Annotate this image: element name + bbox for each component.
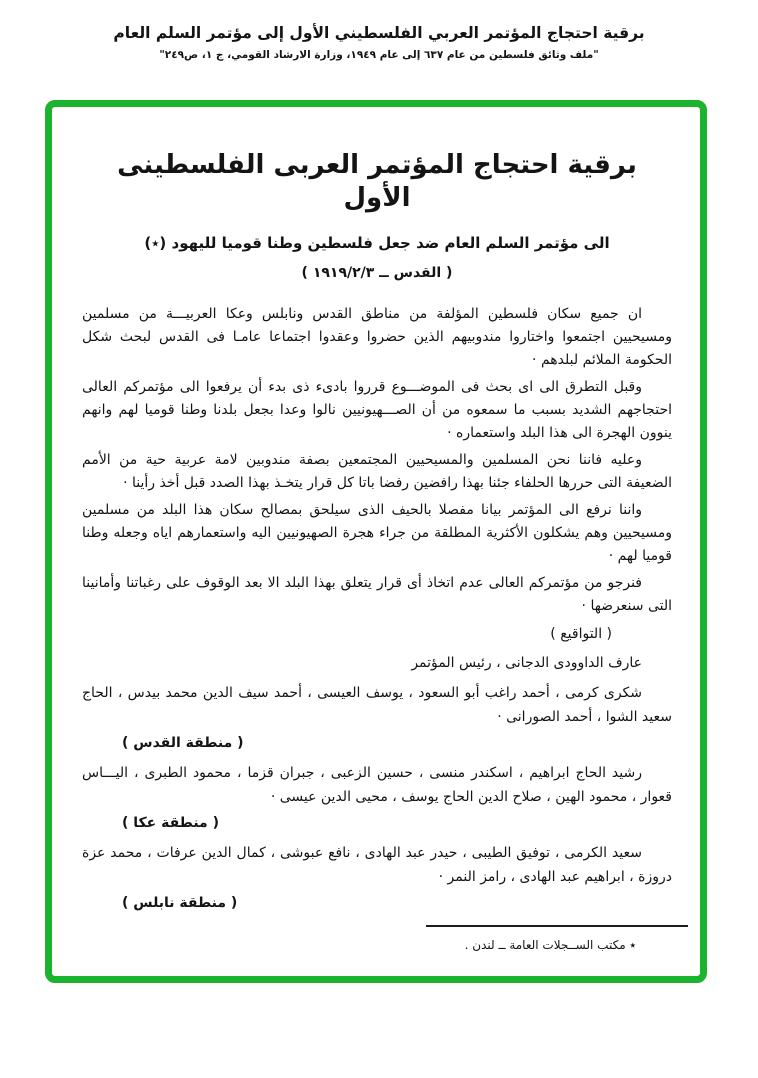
telegram-title: برقية احتجاج المؤتمر العربى الفلسطينى الأول	[117, 150, 637, 213]
telegram-paragraph-5: فنرجو من مؤتمركم العالى عدم اتخاذ أى قرار يتعلق بهذا البلد الا بعد الوقوف على رغباتنا وأمانينا التى سنعرضها ·	[82, 575, 672, 614]
footnote-separator	[426, 925, 688, 927]
telegram-paragraph-3: وعليه فاننا نحن المسلمين والمسيحيين المجتمعين بصفة مندوبين لامة عربية حية من الأمم الضعيفة التى حررها الحلفاء جئنا بهذا رافضين رفضا باتا كل قرار يتخـذ بهذا الصدد قبل أخذ رأينا ·	[82, 452, 672, 491]
region-label-akka: ( منطقة عكا )	[122, 815, 219, 831]
document-header-title: برقية احتجاج المؤتمر العربي الفلسطيني الأول إلى مؤتمر السلم العام	[113, 24, 645, 42]
signature-group-akka-names: رشيد الحاج ابراهيم ، اسكندر منسى ، حسين الزعبى ، جبران قزما ، محمود الطبرى ، اليـــاس قعوار ، محمود الهين ، صلاح الدين الحاج يوسف ، محيى الدين عيسى ·	[82, 765, 672, 805]
document-header	[0, 0, 758, 61]
telegram-paragraph-2: وقبل التطرق الى اى بحث فى الموضـــوع قرروا بادىء ذى بدء أن يرفعوا الى مؤتمركم العالى احتجاجهم الشديد بسبب ما سمعوه من أن الصـــهيونيين نالوا وعدا بجعل بلدنا وطنا قوميا لهم وانهم ينوون الهجرة الى هذا البلد واستعماره ·	[82, 379, 672, 441]
document-source-citation: "ملف وثائق فلسطين من عام ٦٣٧ إلى عام ١٩٤٩، وزارة الارشاد القومي، ج ١، ص٢٤٩"	[159, 49, 599, 61]
telegram-body	[82, 303, 672, 954]
telegram-paragraph-1: ان جميع سكان فلسطين المؤلفة من مناطق القدس ونابلس وعكا العربيـــة من مسلمين ومسيحيين اجتمعوا واختاروا مندوبيهم الذين حضروا وعقدوا اجتماعا عامـا فى القدس لبحث شكل الحكومة الملائم لبلدهم ·	[82, 306, 672, 368]
signatures-label: ( التواقيع )	[550, 626, 612, 642]
telegram-green-frame	[45, 100, 707, 983]
signature-president: عارف الداوودى الدجانى ، رئيس المؤتمر	[411, 655, 642, 671]
footnote-text: ٭ مكتب الســجلات العامة ــ لندن .	[464, 938, 636, 952]
signature-group-nablus-names: سعيد الكرمى ، توفيق الطيبى ، حيدر عبد الهادى ، نافع عبوشى ، كمال الدين عرفات ، محمد عزة دروزة ، ابراهيم عبد الهادى ، رامز النمر ·	[82, 845, 672, 885]
telegram-dateline: ( القدس ــ ١٩١٩/٢/٣ )	[301, 265, 453, 281]
signature-group-jerusalem-names: شكرى كرمى ، أحمد راغب أبو السعود ، يوسف العيسى ، أحمد سيف الدين محمد بيدس ، الحاج سعيد الشوا ، أحمد الصورانى ·	[82, 685, 672, 725]
region-label-nablus: ( منطقة نابلس )	[122, 895, 238, 911]
region-label-jerusalem: ( منطقة القدس )	[122, 735, 244, 751]
telegram-paragraph-4: واننا نرفع الى المؤتمر بيانا مفصلا بالحيف الذى سيلحق بمصالح سكان هذا البلد من مسلمين ومسيحيين وهم يشكلون الأكثرية المطلقة من جراء هجرة الصهيونيين اليه واستعمارهم اياه وجعله وطنا قوميا لهم ·	[82, 502, 672, 564]
telegram-subtitle: الى مؤتمر السلم العام ضد جعل فلسطين وطنا قوميا لليهود (٭)	[144, 234, 610, 252]
